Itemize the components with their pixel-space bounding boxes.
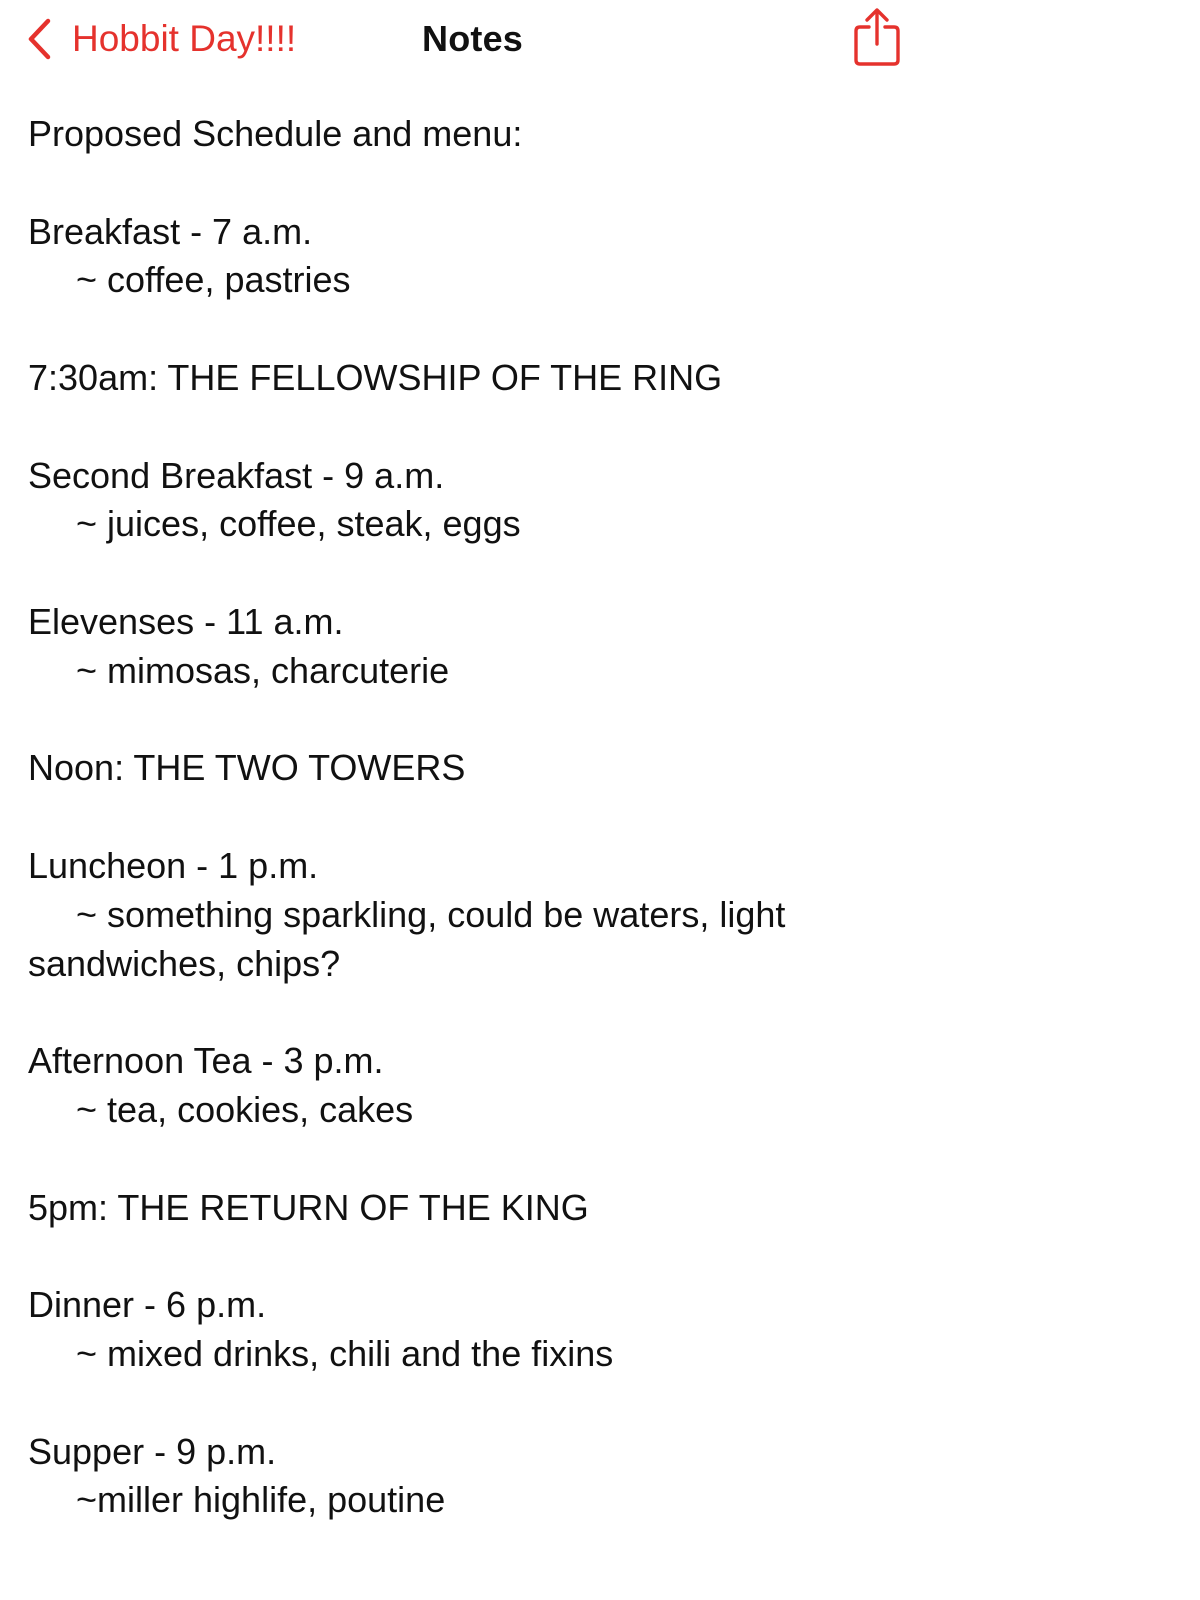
- menu-dinner: ~ mixed drinks, chili and the fixins: [76, 1332, 614, 1374]
- navigation-bar: [0, 0, 1200, 84]
- menu-luncheon-continued: sandwiches, chips?: [28, 942, 341, 984]
- note-blank-line: [28, 1135, 1168, 1184]
- meal-breakfast: Breakfast - 7 a.m.: [28, 210, 313, 252]
- meal-supper: Supper - 9 p.m.: [28, 1430, 277, 1472]
- chevron-left-stroke: [31, 21, 48, 57]
- back-button-label: Hobbit Day!!!!: [72, 18, 297, 59]
- note-blank-line: [28, 793, 1168, 842]
- note-blank-line: [28, 988, 1168, 1037]
- note-blank-line: [28, 305, 1168, 354]
- note-heading: Proposed Schedule and menu:: [28, 113, 523, 154]
- movie-return-of-the-king: 5pm: THE RETURN OF THE KING: [28, 1186, 589, 1228]
- note-blank-line: [28, 549, 1168, 598]
- note-blank-line: [28, 403, 1168, 452]
- back-button[interactable]: [26, 10, 296, 68]
- menu-supper: ~miller highlife, poutine: [76, 1479, 446, 1521]
- menu-luncheon: ~ something sparkling, could be waters, light: [76, 893, 786, 935]
- note-blank-line: [28, 1379, 1168, 1428]
- movie-two-towers: Noon: THE TWO TOWERS: [28, 747, 466, 789]
- menu-afternoon-tea: ~ tea, cookies, cakes: [76, 1088, 414, 1130]
- chevron-left-icon: [26, 17, 52, 61]
- menu-breakfast: ~ coffee, pastries: [76, 259, 351, 301]
- note-blank-line: [28, 159, 1168, 208]
- meal-elevenses: Elevenses - 11 a.m.: [28, 600, 344, 642]
- note-body[interactable]: [28, 110, 1168, 1525]
- note-blank-line: [28, 1232, 1168, 1281]
- share-icon[interactable]: [852, 6, 902, 68]
- meal-second-breakfast: Second Breakfast - 9 a.m.: [28, 454, 445, 496]
- meal-afternoon-tea: Afternoon Tea - 3 p.m.: [28, 1040, 384, 1082]
- meal-luncheon: Luncheon - 1 p.m.: [28, 844, 319, 886]
- menu-second-breakfast: ~ juices, coffee, steak, eggs: [76, 503, 521, 545]
- movie-fellowship: 7:30am: THE FELLOWSHIP OF THE RING: [28, 356, 723, 398]
- menu-elevenses: ~ mimosas, charcuterie: [76, 649, 450, 691]
- meal-dinner: Dinner - 6 p.m.: [28, 1284, 267, 1326]
- note-blank-line: [28, 696, 1168, 745]
- page-title: Notes: [422, 18, 524, 59]
